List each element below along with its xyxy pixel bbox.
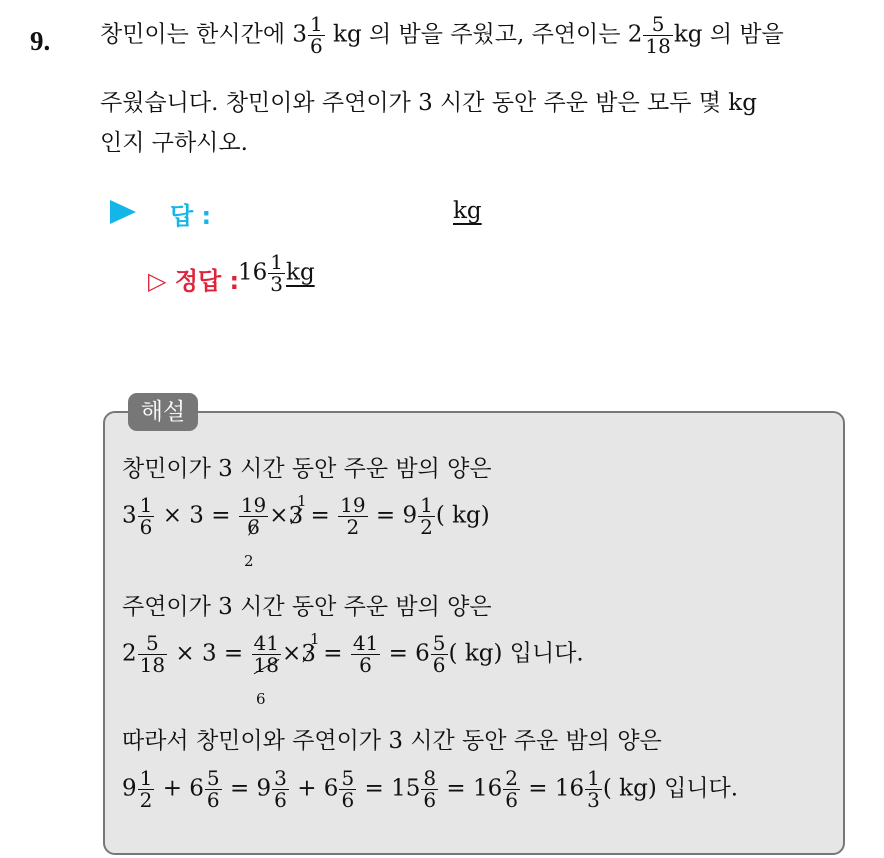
explanation-tab: 해설 [128, 393, 198, 431]
correct-answer-value: 16 $\frac{1}{3}$ kg [238, 250, 315, 296]
question-text: 창민이는 한시간에 3 [100, 21, 307, 48]
question-line-3: 인지 구하시오. [100, 130, 248, 156]
cancel-result: 1 [297, 492, 307, 510]
explanation-line-2: 3 $\frac{1}{6}$ × 3 = $\frac{19}{6}$ ×3 = $\frac{19}{2}$ = 9 $\frac{1}{2}$ ( kg) [122, 493, 490, 539]
fraction: $\frac{1}{6}$ [310, 12, 323, 58]
cancel-result: 1 [310, 630, 320, 648]
explanation-line-6: 9 $\frac{1}{2}$ + 6 $\frac{5}{6}$ = 9 $\frac{3}{6}$ + 6 $\frac{5}{6}$ = 15 $\frac{8}{6}$ = 16 $\frac{2}{6}$ = 16 $\frac{1}{3}$ ( kg) 입니다. [122, 766, 739, 812]
play-triangle-icon [110, 200, 136, 224]
question-text: kg 의 밤을 주웠고, 주연이는 2 [333, 21, 643, 48]
explanation-line-4: 2 $\frac{5}{18}$ × 3 = $\frac{41}{18}$ ×3 = $\frac{41}{6}$ = 6 $\frac{5}{6}$ ( kg) 입니다. [122, 631, 584, 677]
explanation-line-5: 따라서 창민이와 주연이가 3 시간 동안 주운 밤의 양은 [122, 728, 662, 754]
cancel-result: 2 [244, 552, 254, 570]
question-number: 9. [30, 26, 51, 56]
correct-answer-label: ▷ 정답 : [148, 267, 240, 295]
question-line-2: 주웠습니다. 창민이와 주연이가 3 시간 동안 주운 밤은 모두 몇 kg [100, 90, 757, 116]
explanation-line-3: 주연이가 3 시간 동안 주운 밤의 양은 [122, 594, 492, 620]
answer-unit[interactable]: kg [453, 198, 482, 224]
question-text: kg 의 밤을 [673, 21, 784, 48]
explanation-line-1: 창민이가 3 시간 동안 주운 밤의 양은 [122, 456, 492, 482]
answer-label: 답 : [170, 202, 212, 230]
cancel-result: 6 [256, 690, 266, 708]
question-line-1 [100, 14, 784, 57]
fraction: $\frac{5}{18}$ [645, 12, 671, 58]
